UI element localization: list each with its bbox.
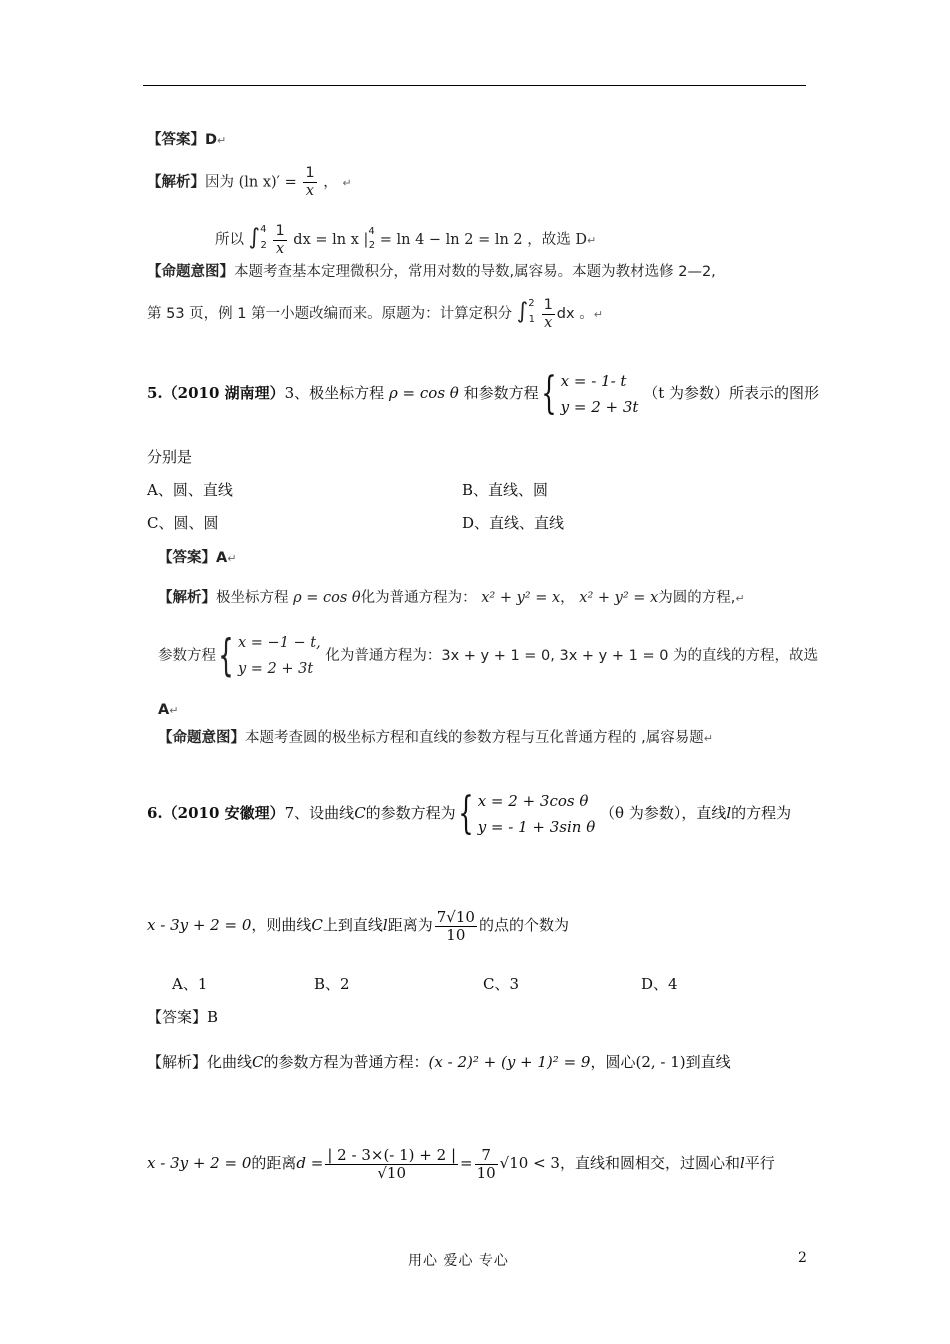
q4-integral: 所以 ∫$^4_2$ $\frac{1}{x}$ dx = ln x $|^4_2 = \ln 4 - \ln 2 = \ln 2$ ，故选 D↵ [215, 222, 597, 257]
q4-intent: 【命题意图】本题考查基本定理微积分，常用对数的导数,属容易。本题为教材选修 2—2, [147, 264, 716, 280]
footer-slogan: 用心 爱心 专心 [408, 1253, 509, 1269]
page-number: 2 [798, 1250, 807, 1266]
q5-analysis: 【解析】极坐标方程 ρ = cos θ化为普通方程为： x² + y² = x， x² + y² = x为圆的方程,↵ [158, 590, 745, 606]
q5-intent: 【命题意图】本题考查圆的极坐标方程和直线的参数方程与互化普通方程的 ,属容易题↵ [158, 730, 713, 746]
q6-option-a: A、1 [172, 975, 208, 993]
q5-stem: 5.（2010 湖南理）3、极坐标方程 ρ = cos θ 和参数方程{ x = - 1- t y = 2 + 3t （t 为参数）所表示的图形 [147, 368, 820, 419]
q5-option-a: A、圆、直线 [147, 481, 233, 499]
q5-option-d: D、直线、直线 [462, 514, 565, 532]
q6-distance-fraction: $\frac{7√10}{10}$ [436, 907, 475, 944]
q6-header: 6.（2010 安徽理） [147, 804, 285, 822]
q6-answer: 【答案】B [147, 1008, 219, 1026]
q6-stem: 6.（2010 安徽理）7、设曲线C的参数方程为{ x = 2 + 3cos θ y = - 1 + 3sin θ （θ 为参数），直线l的方程为 [147, 788, 792, 839]
q5-stem-line2: 分别是 [147, 448, 193, 466]
q6-option-b: B、2 [314, 975, 350, 993]
q5-header: 5.（2010 湖南理） [147, 384, 285, 402]
q4-answer: 【答案】D↵ [147, 132, 227, 148]
q6-option-d: D、4 [641, 975, 678, 993]
q6-distance-formula: $\frac{| 2 - 3\times(- 1) + 2 |}{√10}$ [327, 1145, 456, 1182]
q6-option-c: C、3 [483, 975, 520, 993]
q4-analysis: 【解析】因为 (ln x)′ = $\frac{1}{x}$ ， ↵ [147, 165, 352, 199]
q6-analysis: 【解析】化曲线C的参数方程为普通方程：(x - 2)² + (y + 1)² = 9，圆心(2, - 1)到直线 [147, 1053, 731, 1071]
q6-param-system: x = 2 + 3cos θ y = - 1 + 3sin θ [477, 792, 596, 836]
q5-param-system: x = - 1- t y = 2 + 3t [560, 372, 639, 416]
q4-derivative-fraction: $\frac{1}{x}$ [305, 165, 315, 199]
header-rule [143, 85, 806, 86]
q5-option-c: C、圆、圆 [147, 514, 219, 532]
q6-distance: x - 3y + 2 = 0的距离d = $\frac{| 2 - 3\times(- 1) + 2 |}{√10}$ = $\frac{7}{10}$ √10 < 3，直线和圆相交，过圆心和l平行 [147, 1145, 775, 1182]
q6-stem-line2: x - 3y + 2 = 0，则曲线C上到直线l距离为 $\frac{7√10}{10}$ 的点的个数为 [147, 907, 569, 944]
q4-intent-line2: 第 53 页，例 1 第一小题改编而来。原题为：计算定积分 ∫$^2_1$ $\frac{1}{x}$ dx 。↵ [147, 296, 603, 331]
q5-answer: 【答案】A↵ [158, 550, 237, 566]
q5-option-b: B、直线、圆 [462, 481, 549, 499]
q5-param-answer: A↵ [158, 702, 179, 718]
q5-param-analysis: 参数方程{ x = −1 − t, y = 2 + 3t 化为普通方程为：3x + y + 1 = 0, 3x + y + 1 = 0 为的直线的方程，故选 [158, 630, 819, 681]
